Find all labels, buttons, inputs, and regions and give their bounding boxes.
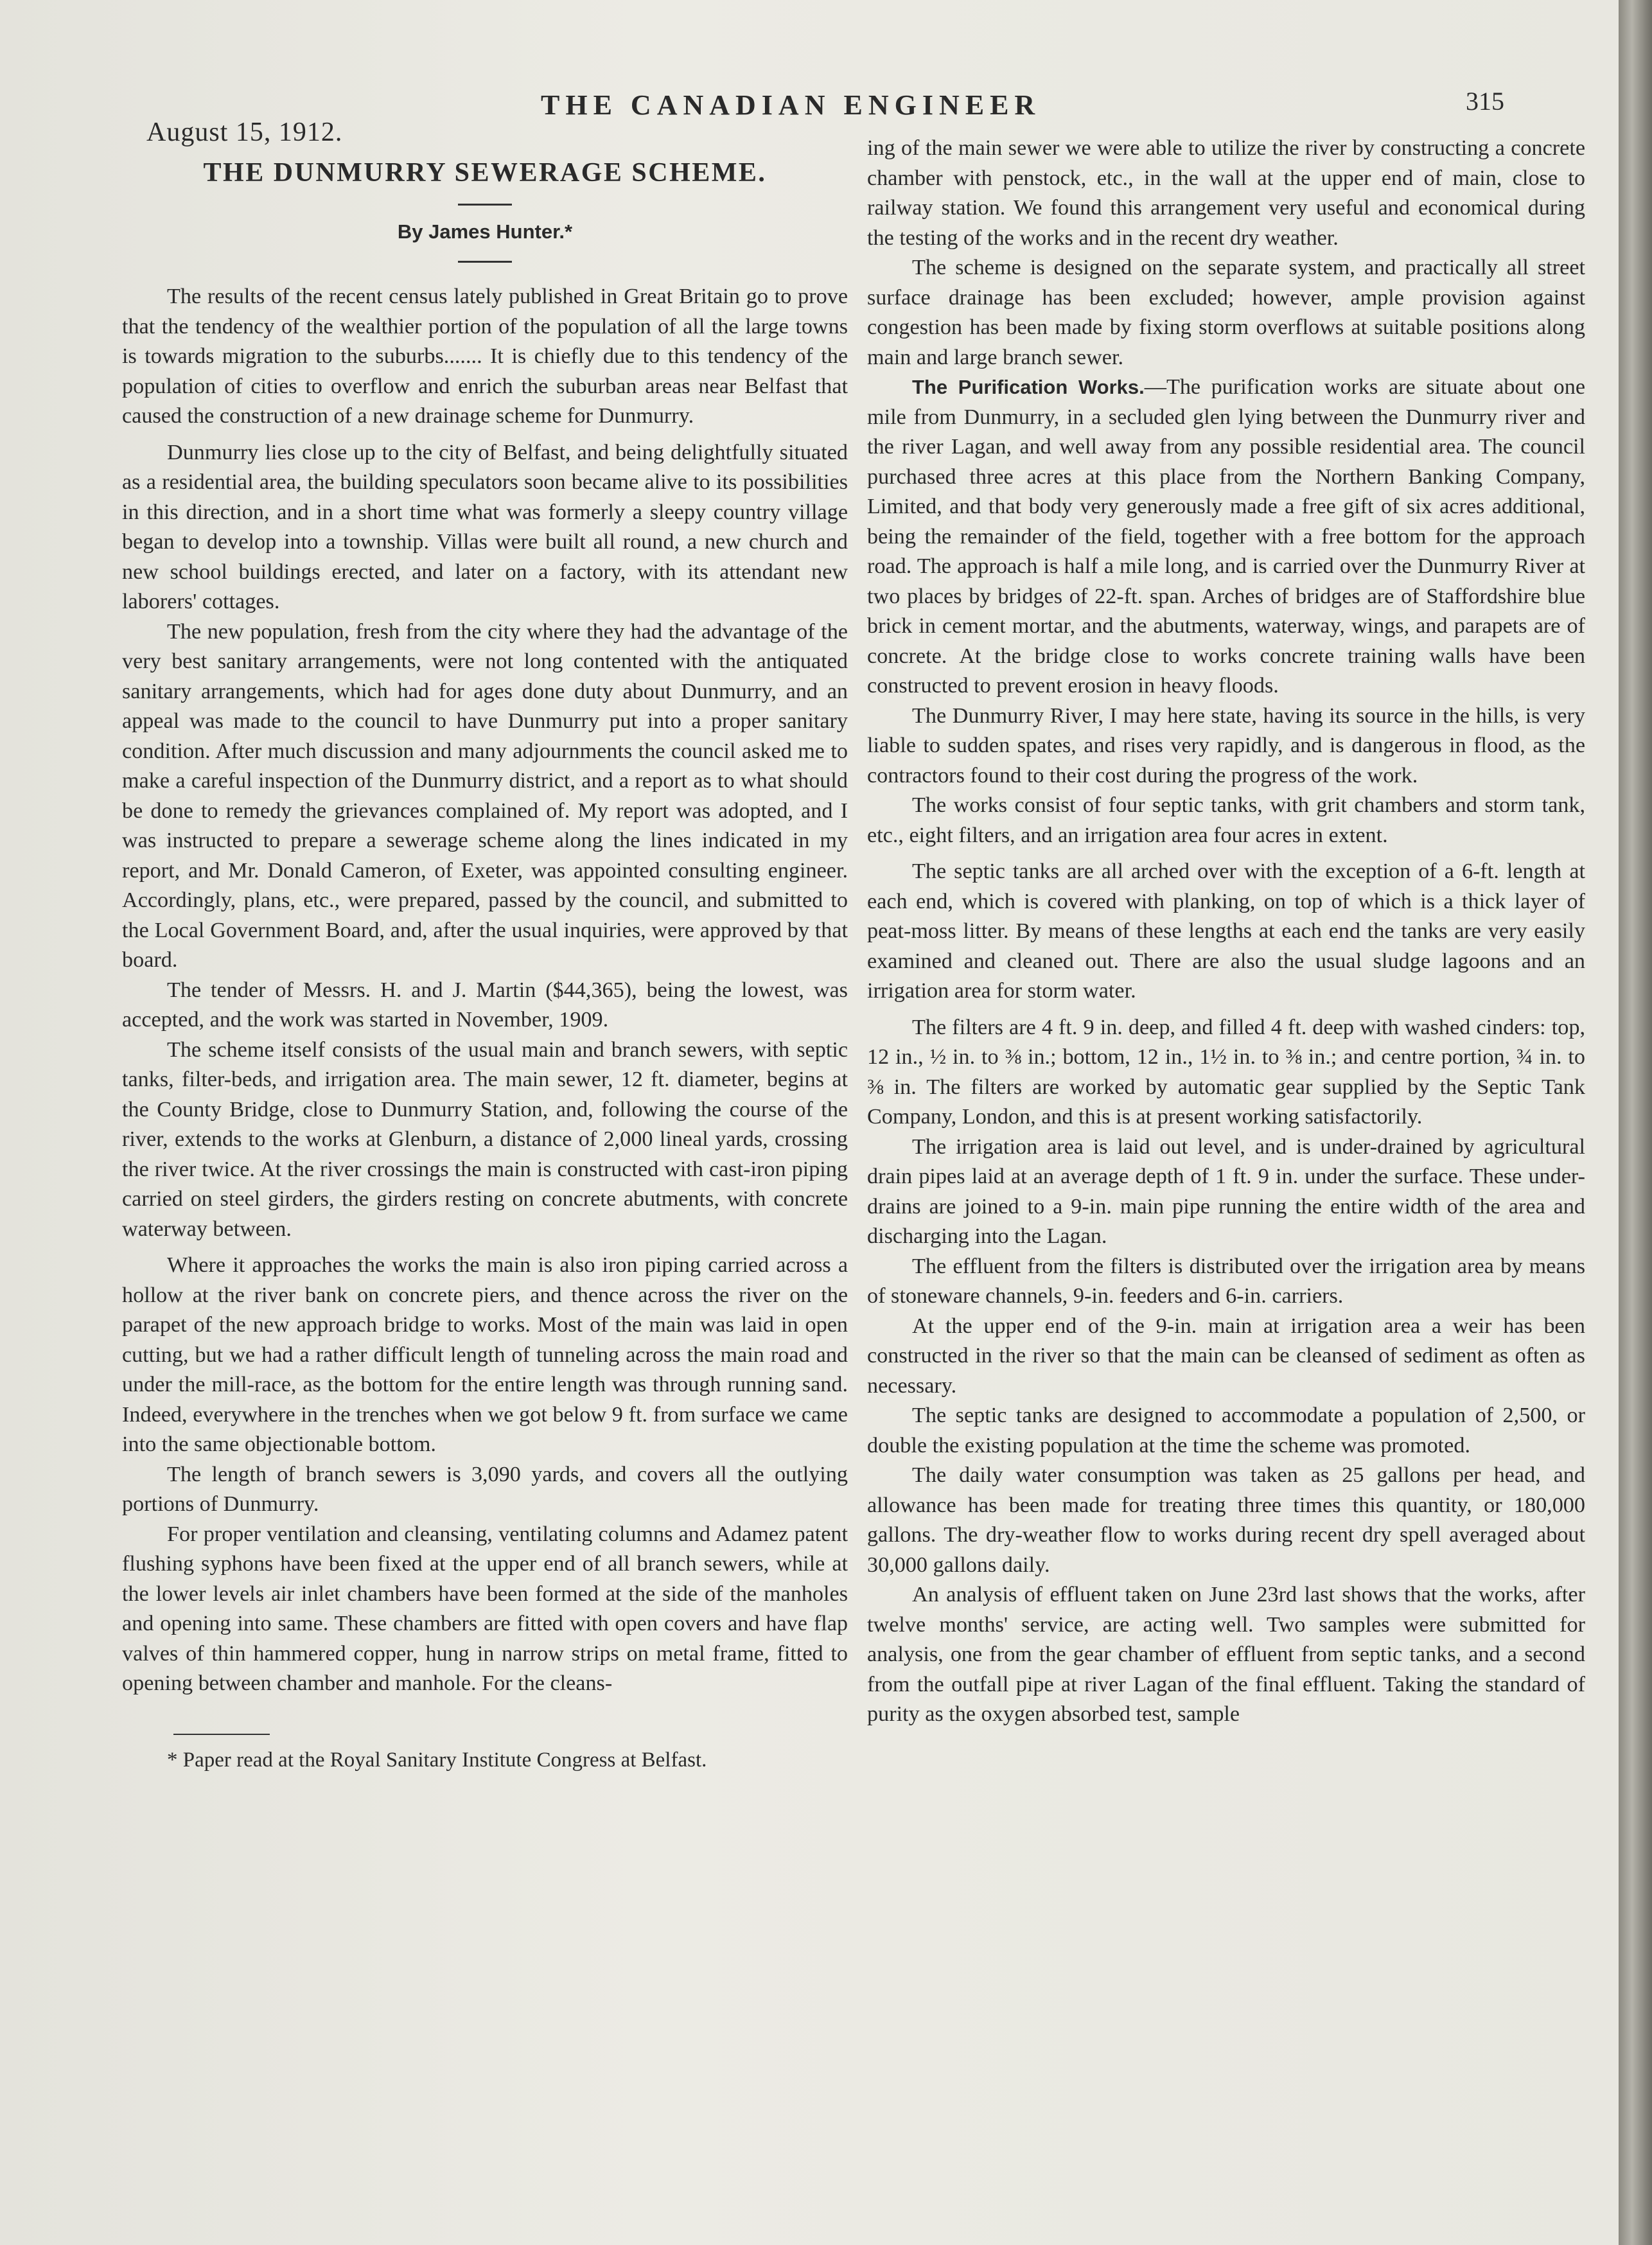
- issue-date: August 15, 1912.: [146, 118, 343, 147]
- paragraph: The results of the recent census lately published in Great Britain go to prove that the tendency of the wealthier portion of the population of all the large towns is towards migration to the suburbs....... It is chiefly due to this tendency of the population of cities to overflow and enrich the suburban areas near Belfast that caused the construction of a new drainage scheme for Dunmurry.: [122, 285, 848, 428]
- byline: By James Hunter.*: [397, 220, 573, 243]
- paragraph: The works consist of four septic tanks, with grit chambers and storm tank, etc., eight filters, and an irrigation area four acres in extent.: [867, 793, 1585, 847]
- paragraph: Dunmurry lies close up to the city of Belfast, and being delightfully situated as a residential area, the building speculators soon became alive to its possibilities in this direction, and in a short time what was formerly a sleepy country village began to develop into a township. Villas were built all round, a new church and new school buildings erected, and later on a factory, with its attendant new laborers' cottages.: [122, 440, 848, 613]
- byline-rule: [458, 261, 512, 263]
- section-text: —The purification works are situate about one mile from Dunmurry, in a secluded glen lying between the Dunmurry river and the river Lagan, and well away from any possible residential area. The council purchased three acres at this place from the Northern Banking Company, Limited, and that body very generously made a free gift of six acres additional, being the remainder of the field, together with a free bottom for the approach road. The approach is half a mile long, and is carried over the Dunmurry River at two places by bridges of 22-ft. span. Arches of bridges are of Staffordshire blue brick in cement mortar, and the abutments, waterway, wings, and parapets are of concrete. At the bridge close to works concrete training walls have been constructed to prevent erosion in heavy floods.: [867, 375, 1585, 698]
- paragraph: For proper ventilation and cleansing, ventilating columns and Adamez patent flushing syphons have been fixed at the upper end of all branch sewers, while at the lower levels air inlet chambers have been formed at the side of the manholes and opening into same. These chambers are fitted with open covers and have flap valves of thin hammered copper, hung in narrow strips on metal frame, fitted to opening between chamber and manhole. For the cleans-: [122, 1522, 848, 1695]
- paragraph: The septic tanks are all arched over with the exception of a 6-ft. length at each end, which is covered with planking, on top of which is a thick layer of peat-moss litter. By means of these lengths at each end the tanks are very easily examined and cleaned out. There are also the usual sludge lagoons and an irrigation area for storm water.: [867, 859, 1585, 1003]
- paragraph: The scheme is designed on the separate system, and practically all street surface drainage has been excluded; however, ample provision against congestion has been made by fixing storm overflows at suitable positions along main and large branch sewer.: [867, 256, 1585, 369]
- paragraph: The Dunmurry River, I may here state, having its source in the hills, is very liable to sudden spates, and rises very rapidly, and is dangerous in flood, as the contractors found to their cost during the progress of the work.: [867, 703, 1585, 788]
- footnote: * Paper read at the Royal Sanitary Institute Congress at Belfast.: [167, 1748, 707, 1772]
- book-binding-edge: [1619, 0, 1652, 2245]
- paragraph: Where it approaches the works the main is also iron piping carried across a hollow at the river bank on concrete piers, and thence across the river on the parapet of the new approach bridge to works. Most of the main was laid in open cutting, but we had a rather difficult length of tunneling across the main road and under the mill-race, as the bottom for the entire length was through running sand. Indeed, everywhere in the trenches when we got below 9 ft. from surface we came into the same objectionable bottom.: [122, 1253, 848, 1456]
- section-heading: The Purification Works.: [912, 376, 1145, 398]
- section-paragraph: [867, 373, 1585, 701]
- journal-title: THE CANADIAN ENGINEER: [541, 89, 1041, 121]
- paragraph: The scheme itself consists of the usual main and branch sewers, with septic tanks, filter-beds, and irrigation area. The main sewer, 12 ft. diameter, begins at the County Bridge, close to Dunmurry Station, and, following the course of the river, extends to the works at Glenburn, a distance of 2,000 lineal yards, crossing the river twice. At the river crossings the main is constructed with cast-iron piping carried on steel girders, the girders resting on concrete abutments, with concrete waterway between.: [122, 1037, 848, 1241]
- paragraph: The irrigation area is laid out level, and is under-drained by agricultural drain pipes laid at an average depth of 1 ft. 9 in. under the surface. These under-drains are joined to a 9-in. main pipe running the entire width of the area and discharging into the Lagan.: [867, 1134, 1585, 1248]
- paragraph: The tender of Messrs. H. and J. Martin ($44,365), being the lowest, was accepted, and the work was started in November, 1909.: [122, 978, 848, 1032]
- paragraph: The effluent from the filters is distributed over the irrigation area by means of stoneware channels, 9-in. feeders and 6-in. carriers.: [867, 1254, 1585, 1308]
- paragraph: The filters are 4 ft. 9 in. deep, and filled 4 ft. deep with washed cinders: top, 12 in., ½ in. to ⅜ in.; bottom, 12 in., 1½ in. to ⅜ in.; and centre portion, ¾ in. to ⅜ in. The filters are worked by automatic gear supplied by the Septic Tank Company, London, and this is at present working satisfactorily.: [867, 1015, 1585, 1129]
- paragraph: At the upper end of the 9-in. main at irrigation area a weir has been constructed in the river so that the main can be cleansed of sediment as often as necessary.: [867, 1314, 1585, 1398]
- paragraph: The septic tanks are designed to accommodate a population of 2,500, or double the existing population at the time the scheme was promoted.: [867, 1404, 1585, 1457]
- title-rule: [458, 204, 512, 206]
- article-title: THE DUNMURRY SEWERAGE SCHEME.: [203, 158, 767, 188]
- paragraph: The new population, fresh from the city where they had the advantage of the very best sanitary arrangements, were not long contented with the antiquated sanitary arrangements, which had for ages done duty about Dunmurry, and an appeal was made to the council to have Dunmurry put into a proper sanitary condition. After much discussion and many adjournments the council asked me to make a careful inspection of the Dunmurry district, and a report as to what should be done to remedy the grievances complained of. My report was adopted, and I was instructed to prepare a sewerage scheme along the lines indicated in my report, and Mr. Donald Cameron, of Exeter, was appointed consulting engineer. Accordingly, plans, etc., were prepared, passed by the council, and submitted to the Local Government Board, and, after the usual inquiries, were approved by that board.: [122, 619, 848, 972]
- footnote-rule: [173, 1734, 270, 1735]
- left-column: [122, 158, 848, 1775]
- paragraph-continuation: ing of the main sewer we were able to utilize the river by constructing a concrete chamber with penstock, etc., in the wall at the upper end of main, close to railway station. We found this arrangement very useful and economical during the testing of the works and in the recent dry weather.: [867, 136, 1585, 250]
- right-column: [867, 134, 1585, 1730]
- page-number: 315: [1466, 87, 1504, 116]
- paragraph: An analysis of effluent taken on June 23rd last shows that the works, after twelve months' service, are acting well. Two samples were submitted for analysis, one from the gear chamber of effluent from septic tanks, and a second from the outfall pipe at river Lagan of the final effluent. Taking the standard of purity as the oxygen absorbed test, sample: [867, 1583, 1585, 1726]
- paragraph: The length of branch sewers is 3,090 yards, and covers all the outlying portions of Dunmurry.: [122, 1462, 848, 1516]
- paragraph: The daily water consumption was taken as 25 gallons per head, and allowance has been made for treating three times this quantity, or 180,000 gallons. The dry-weather flow to works during recent dry spell averaged about 30,000 gallons daily.: [867, 1463, 1585, 1577]
